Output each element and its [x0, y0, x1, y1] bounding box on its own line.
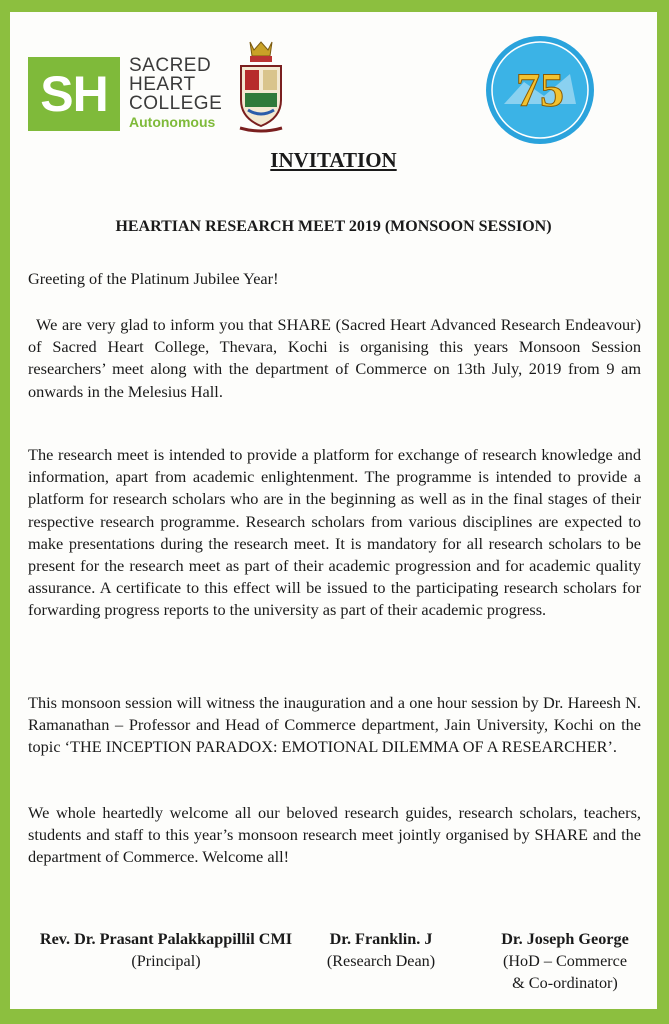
paragraph-purpose: The research meet is intended to provide a platform for exchange of research knowledge and information, apart from academic enlightenment. The programme is intended to provide a platform for research scholars who are in the beginning as well as in the final stages of their respective research programme. Research scholars from various disciplines are expected to make presentations during the research meet. It is mandatory for all research scholars to be present for the research meet as part of their academic progression and for academic quality assurance. A certificate to this effect will be issued to the participating research scholars for forwarding progress reports to the university as part of their academic progress. [28, 445, 641, 620]
logo-line-2: HEART [129, 74, 196, 95]
page-title: INVITATION [270, 148, 397, 172]
logo-initials: SH [28, 57, 120, 131]
paragraph-intro: We are very glad to inform you that SHARE (Sacred Heart Advanced Research Endeavour) of Sacred Heart College, Thevara, Kochi is organising this years Monsoon Session researchers’ meet along with the department of Commerce on 13th July, 2019 from 9 am onwards in the Melesius Hall. [28, 315, 641, 401]
signatory-name: Dr. Joseph George [501, 930, 629, 948]
greeting: Greeting of the Platinum Jubilee Year! [28, 269, 279, 288]
logo-line-3: COLLEGE [129, 93, 223, 114]
signatory-name: Rev. Dr. Prasant Palakkappillil CMI [39, 930, 293, 948]
college-logo [28, 56, 222, 131]
signatory-role: (HoD – Commerce [502, 952, 628, 970]
signatory-role: (Research Dean) [326, 952, 436, 970]
college-crest-icon [236, 38, 286, 134]
paragraph-welcome: We whole heartedly welcome all our beloved research guides, research scholars, teachers, students and staff to this year’s monsoon research meet jointly organised by SHARE and the department of Commerce. Welcome all! [28, 803, 641, 867]
signatory-role-line2: & Co-ordinator) [512, 974, 618, 992]
invitation-page [10, 12, 657, 1009]
platinum-jubilee-emblem-icon [484, 34, 596, 146]
event-subtitle: HEARTIAN RESEARCH MEET 2019 (MONSOON SESSION) [115, 218, 552, 235]
jubilee-number: 75 [516, 64, 564, 117]
logo-line-1: SACRED [129, 55, 212, 76]
paragraph-session: This monsoon session will witness the inauguration and a one hour session by Dr. Hareesh N. Ramanathan – Professor and Head of Commerce department, Jain University, Kochi on the topic ‘THE INCEPTION PARADOX: EMOTIONAL DILEMMA OF A RESEARCHER’. [28, 693, 641, 757]
signatory-research-dean [310, 928, 452, 972]
logo-wordmark [129, 56, 222, 131]
signatory-role: (Principal) [131, 952, 201, 970]
signatory-name: Dr. Franklin. J [329, 930, 433, 948]
logo-subtitle: Autonomous [129, 114, 216, 130]
signatory-hod [476, 928, 654, 994]
signatory-principal [10, 928, 322, 972]
